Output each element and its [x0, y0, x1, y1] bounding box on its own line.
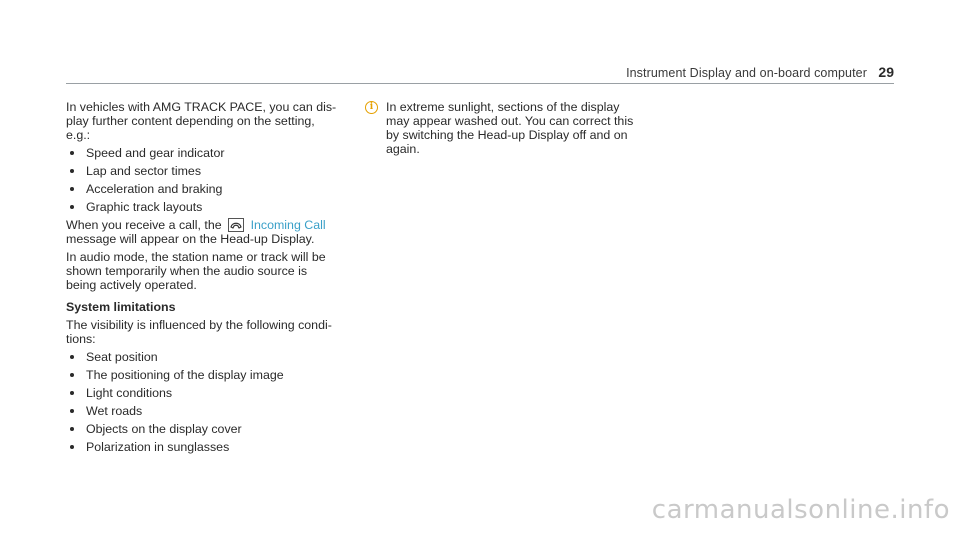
incoming-call-paragraph [66, 218, 356, 246]
right-column [365, 100, 635, 156]
note-line: may appear washed out. You can correct this [386, 114, 634, 128]
intro-line: In vehicles with AMG TRACK PACE, you can dis- [66, 100, 337, 114]
note-line: by switching the Head-up Display off and on [386, 128, 628, 142]
intro-paragraph [66, 100, 356, 142]
list-item: Polarization in sunglasses [66, 440, 356, 454]
page-number: 29 [878, 64, 894, 80]
visibility-conditions-list [66, 350, 356, 454]
section-heading: System limitations [66, 300, 176, 314]
bullet-dot [70, 427, 74, 431]
list-item: The positioning of the display image [66, 368, 356, 382]
header-rule [66, 83, 894, 84]
list-item: Lap and sector times [66, 164, 356, 178]
bullet-dot [70, 205, 74, 209]
audio-mode-paragraph [66, 250, 356, 292]
audio-line: shown temporarily when the audio source is [66, 264, 308, 278]
note-line: In extreme sunlight, sections of the display [386, 100, 620, 114]
watermark: carmanualsonline.info [651, 495, 950, 525]
bullet-dot [70, 409, 74, 413]
list-item: Graphic track layouts [66, 200, 356, 214]
track-pace-content-list [66, 146, 356, 214]
list-item: Speed and gear indicator [66, 146, 356, 160]
list-item: Acceleration and braking [66, 182, 356, 196]
bullet-dot [70, 151, 74, 155]
left-column [66, 100, 356, 458]
bullet-dot [70, 391, 74, 395]
audio-line: In audio mode, the station name or track will be [66, 250, 326, 264]
bullet-dot [70, 169, 74, 173]
list-item: Light conditions [66, 386, 356, 400]
info-icon: i [365, 101, 378, 114]
visibility-line: The visibility is influenced by the following condi- [66, 318, 332, 332]
visibility-line: tions: [66, 332, 96, 346]
call-line: message will appear on the Head-up Display. [66, 232, 315, 246]
intro-line: e.g.: [66, 128, 91, 142]
phone-handset-icon [228, 218, 244, 232]
call-line: When you receive a call, the Incoming Call [66, 218, 326, 232]
note-line: again. [386, 142, 420, 156]
visibility-paragraph [66, 318, 356, 346]
list-item: Wet roads [66, 404, 356, 418]
list-item: Objects on the display cover [66, 422, 356, 436]
audio-line: being actively operated. [66, 278, 197, 292]
bullet-dot [70, 373, 74, 377]
list-item: Seat position [66, 350, 356, 364]
bullet-dot [70, 187, 74, 191]
info-note [365, 100, 635, 156]
intro-line: play further content depending on the setting, [66, 114, 315, 128]
running-header-title: Instrument Display and on-board computer [626, 66, 867, 80]
incoming-call-label: Incoming Call [250, 218, 326, 232]
bullet-dot [70, 355, 74, 359]
bullet-dot [70, 445, 74, 449]
